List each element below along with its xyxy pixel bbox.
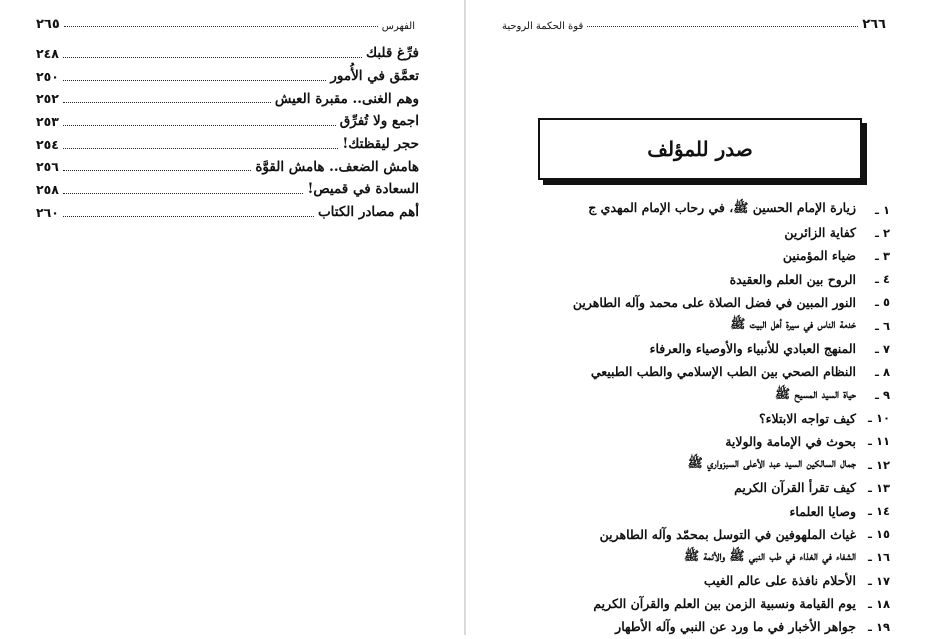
work-item-title: خدمة الناس في سيرة أهل البيت ﷺ — [730, 316, 856, 332]
index-entry-page: ٢٥٨ — [36, 181, 59, 197]
work-item-title: كيف تواجه الابتلاء؟ — [758, 410, 856, 426]
index-entry — [36, 42, 419, 65]
work-item — [536, 384, 890, 407]
index-entry-dots — [63, 80, 326, 81]
left-header-title: الفهرس — [381, 21, 415, 32]
work-item — [536, 615, 890, 638]
work-item-title: وصايا العلماء — [789, 503, 856, 519]
work-item-title: الأحلام نافذة على عالم الغيب — [703, 573, 856, 589]
index-entry — [36, 65, 419, 88]
index-entry-title: فرِّغ قلبك — [365, 45, 419, 62]
work-item-title: جمال السالكين السيد عبد الأعلى السبزواري ﷺ — [687, 455, 856, 471]
work-item-number: ٩ ـ — [875, 388, 890, 403]
work-item-title: يوم القيامة ونسبية الزمن بين العلم والقرآن الكريم — [593, 596, 856, 612]
work-item — [536, 430, 890, 453]
work-item — [536, 592, 890, 615]
work-item-number: ١٧ ـ — [868, 573, 890, 588]
work-item — [536, 499, 890, 522]
index-entry-dots — [63, 170, 251, 171]
work-item — [536, 407, 890, 430]
index-entry-dots — [63, 102, 271, 103]
work-item-number: ٨ ـ — [875, 364, 890, 379]
index-entry-title: حجر ليقظتك! — [342, 136, 419, 153]
index-entry-page: ٢٦٠ — [36, 204, 59, 220]
left-page-header — [36, 12, 415, 32]
index-entry-dots — [63, 193, 304, 194]
works-list — [536, 198, 890, 639]
section-title-box — [538, 118, 862, 180]
index-entry — [36, 110, 419, 133]
index-entry — [36, 133, 419, 156]
work-item — [536, 569, 890, 592]
left-header-dots — [64, 26, 378, 27]
index-entry — [36, 87, 419, 110]
right-page-number: ٢٦٦ — [862, 17, 886, 32]
index-entry-title: أهم مصادر الكتاب — [317, 204, 419, 221]
work-item-title: بحوث في الإمامة والولاية — [725, 433, 856, 449]
index-entry-page: ٢٤٨ — [36, 45, 59, 61]
work-item-number: ٤ ـ — [875, 272, 890, 287]
work-item-title: المنهج العبادي للأنبياء والأوصياء والعرفاء — [649, 341, 856, 357]
work-item-title: حياة السيد المسيح ﷺ — [775, 385, 856, 401]
work-item-title: النور المبين في فضل الصلاة على محمد وآله الطاهرين — [572, 294, 856, 310]
work-item-number: ١٩ ـ — [868, 619, 890, 634]
index-entry — [36, 201, 419, 224]
index-entry-page: ٢٥٠ — [36, 68, 59, 84]
index-entry-title: السعادة في قميص! — [307, 181, 419, 198]
work-item — [536, 360, 890, 383]
work-item-title: غياث الملهوفين في التوسل بمحمّد وآله الطاهرين — [599, 526, 856, 542]
right-header-title: قوة الحكمة الروحية — [502, 21, 584, 32]
work-item — [536, 337, 890, 360]
work-item-number: ١٢ ـ — [868, 457, 890, 472]
work-item-number: ٧ ـ — [875, 341, 890, 356]
work-item-number: ٢ ـ — [875, 225, 890, 240]
work-item-number: ١٣ ـ — [868, 480, 890, 495]
work-item-number: ١١ ـ — [868, 434, 890, 449]
index-entry — [36, 155, 419, 178]
work-item — [536, 291, 890, 314]
index-entry — [36, 178, 419, 201]
work-item-title: زيارة الإمام الحسين ﷺ، في رحاب الإمام المهدي ج — [588, 200, 856, 216]
work-item — [536, 244, 890, 267]
work-item — [536, 221, 890, 244]
work-item-title: النظام الصحي بين الطب الإسلامي والطب الطبيعي — [590, 364, 856, 380]
work-item-number: ١٥ ـ — [868, 527, 890, 542]
index-entry-dots — [63, 216, 314, 217]
work-item-number: ٦ ـ — [875, 318, 890, 333]
left-page — [0, 0, 465, 635]
left-page-number: ٢٦٥ — [36, 17, 60, 32]
index-entry-dots — [63, 57, 362, 58]
index-entry-page: ٢٥٣ — [36, 113, 59, 129]
index-entry-page: ٢٥٤ — [36, 136, 59, 152]
section-title: صدر للمؤلف — [647, 137, 753, 161]
index-entry-title: تعمَّق في الأُمور — [330, 68, 419, 85]
work-item-title: ضياء المؤمنين — [782, 248, 856, 264]
work-item-title: كفاية الزائرين — [784, 225, 856, 241]
work-item-title: كيف تقرأ القرآن الكريم — [734, 480, 856, 496]
work-item — [536, 268, 890, 291]
work-item-number: ١٠ ـ — [868, 411, 890, 426]
work-item-number: ٥ ـ — [875, 295, 890, 310]
work-item-number: ١٨ ـ — [868, 596, 890, 611]
work-item-title: جواهر الأخبار في ما ورد عن النبي وآله الأطهار — [615, 619, 856, 635]
work-item — [536, 198, 890, 221]
work-item — [536, 546, 890, 569]
work-item — [536, 314, 890, 337]
index-entry-dots — [63, 148, 338, 149]
right-page — [466, 0, 930, 635]
index-entry-dots — [63, 125, 336, 126]
work-item-number: ١ ـ — [875, 202, 890, 217]
right-page-header — [502, 12, 886, 32]
work-item — [536, 453, 890, 476]
work-item-number: ١٤ ـ — [868, 504, 890, 519]
index-entry-page: ٢٥٦ — [36, 159, 59, 175]
work-item-title: الشفاء في الغذاء في طب النبي ﷺ والأئمة ﷺ — [684, 547, 856, 563]
index-entry-title: اجمع ولا تُفرِّق — [339, 113, 419, 130]
work-item-number: ١٦ ـ — [868, 550, 890, 565]
work-item — [536, 476, 890, 499]
index-entry-title: هامش الضعف.. هامش القوَّة — [255, 158, 419, 175]
index-entry-title: وهم الغنى.. مقبرة العيش — [274, 90, 419, 107]
right-header-dots — [587, 26, 858, 27]
work-item — [536, 523, 890, 546]
index-entry-page: ٢٥٢ — [36, 91, 59, 107]
work-item-number: ٣ ـ — [875, 248, 890, 263]
work-item-title: الروح بين العلم والعقيدة — [729, 271, 856, 287]
index-list — [36, 42, 419, 224]
